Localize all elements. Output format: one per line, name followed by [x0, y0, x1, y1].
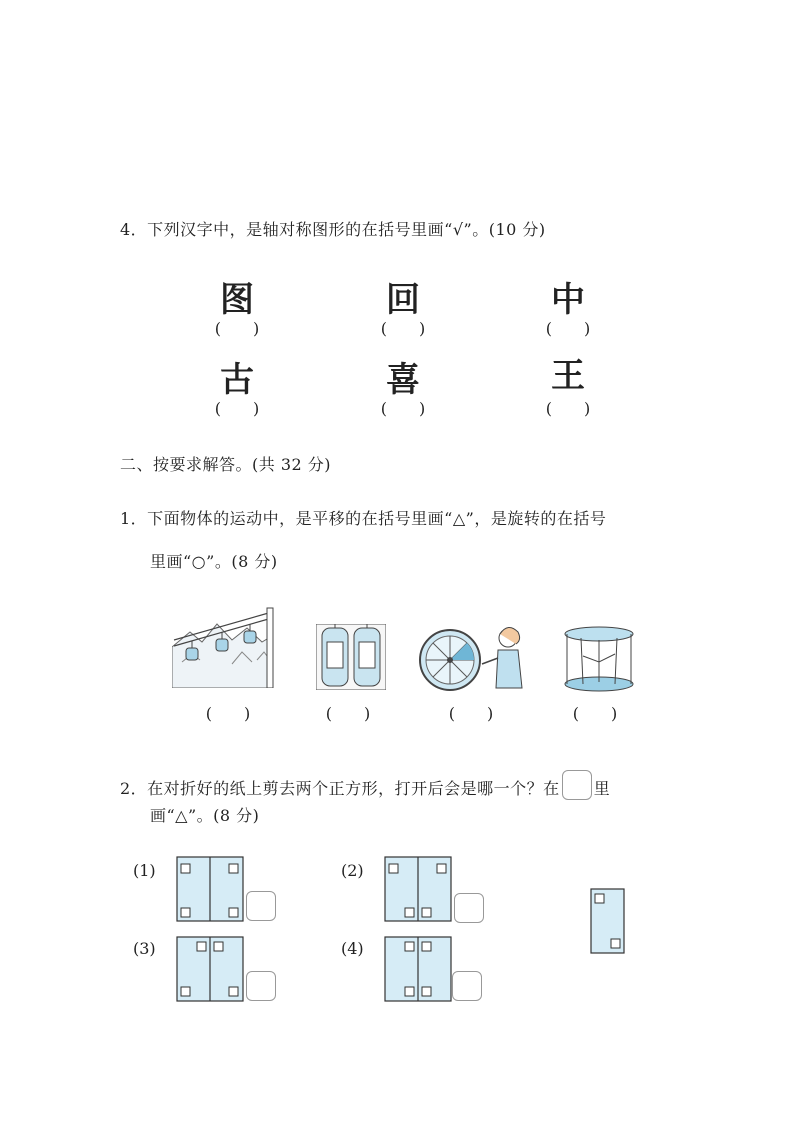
char-zhong: 中: [551, 280, 585, 320]
char-gu: 古: [220, 360, 254, 400]
option-label: (2): [341, 861, 364, 880]
folded-paper: [590, 888, 626, 954]
answer-box-3[interactable]: [246, 971, 276, 1001]
answer-box-1[interactable]: [246, 891, 276, 921]
answer-paren[interactable]: ( ): [380, 399, 426, 418]
answer-box-2[interactable]: [454, 893, 484, 923]
char-xi: 喜: [386, 360, 420, 400]
answer-paren[interactable]: ( ): [448, 704, 494, 723]
s2q1-line1: 1．下面物体的运动中，是平移的在括号里画“△”，是旋转的在括号: [120, 509, 607, 528]
elevator-picture: [316, 624, 386, 690]
char-wang: 王: [551, 356, 585, 396]
unfolded-paper-3: [176, 936, 244, 1002]
answer-paren[interactable]: ( ): [214, 319, 260, 338]
answer-paren[interactable]: ( ): [572, 704, 618, 723]
answer-paren[interactable]: ( ): [205, 704, 251, 723]
s2q2-line1: [120, 770, 610, 800]
answer-box-sample: [562, 770, 592, 800]
cable-car-picture: [172, 602, 282, 688]
revolving-door-picture: [563, 626, 635, 692]
char-hui: 回: [386, 280, 420, 320]
option-label: (3): [133, 939, 156, 958]
question-4-text: 4．下列汉字中，是轴对称图形的在括号里画“√”。(10 分): [120, 220, 546, 239]
option-label: (1): [133, 861, 156, 880]
s2q2-line2: 画“△”。(8 分): [150, 806, 260, 825]
s2q2-line1-text: 2．在对折好的纸上剪去两个正方形，打开后会是哪一个？在: [120, 779, 560, 798]
answer-paren[interactable]: ( ): [545, 399, 591, 418]
char-tu: 图: [220, 280, 254, 320]
unfolded-paper-4: [384, 936, 452, 1002]
section-2-title: 二、按要求解答。(共 32 分): [120, 455, 332, 474]
answer-paren[interactable]: ( ): [380, 319, 426, 338]
answer-box-4[interactable]: [452, 971, 482, 1001]
s2q1-line2: 里画“○”。(8 分): [150, 552, 278, 571]
answer-paren[interactable]: ( ): [545, 319, 591, 338]
answer-paren[interactable]: ( ): [214, 399, 260, 418]
answer-paren[interactable]: ( ): [325, 704, 371, 723]
s2q2-line1-end: 里: [593, 779, 611, 798]
unfolded-paper-2: [384, 856, 452, 922]
unfolded-paper-1: [176, 856, 244, 922]
option-label: (4): [341, 939, 364, 958]
spinning-wheel-picture: [418, 622, 530, 694]
